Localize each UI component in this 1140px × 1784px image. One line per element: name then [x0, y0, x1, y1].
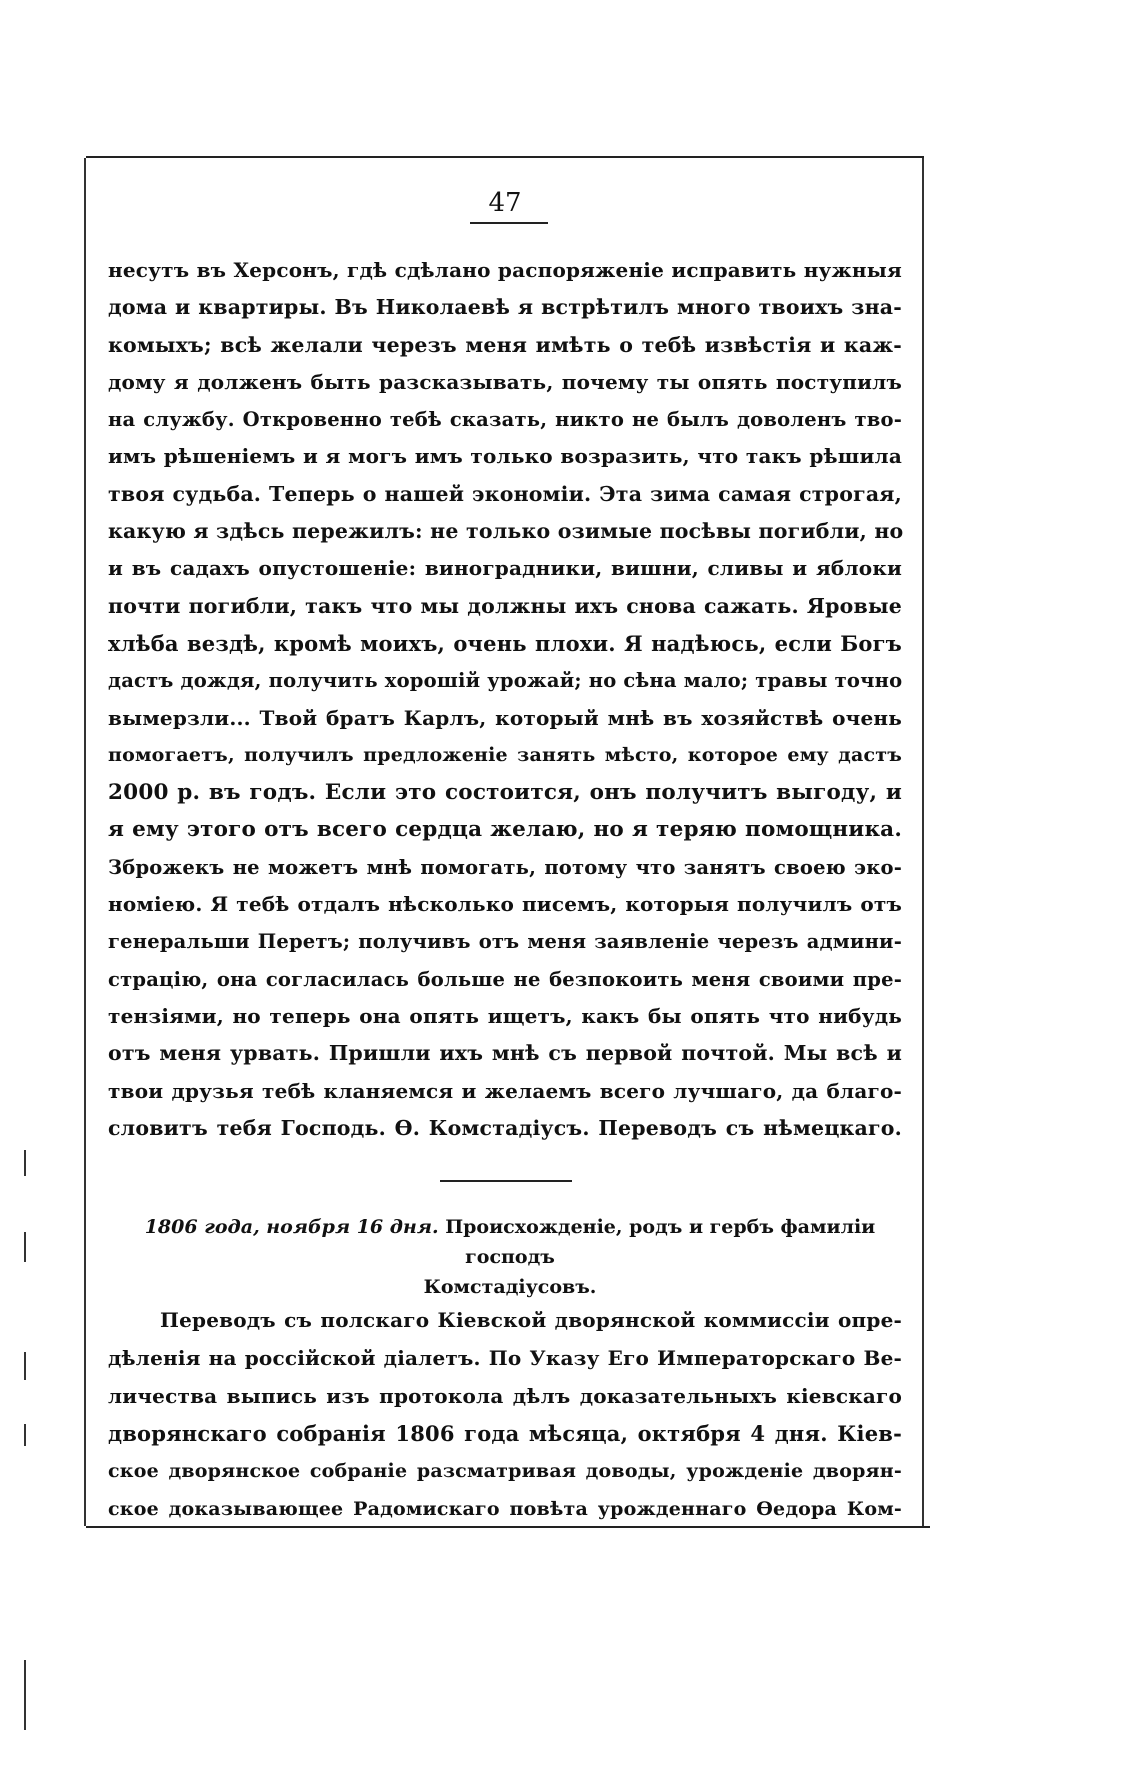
section-separator	[440, 1180, 572, 1182]
page-frame-left-rule	[84, 158, 86, 1526]
decree-text	[108, 1302, 902, 1529]
text-line: я ему этого отъ всего сердца желаю, но я теряю помощника.	[108, 817, 902, 843]
scan-margin-mark	[24, 1352, 26, 1380]
heading-title: Происхожденіе, родъ и гербъ фамиліи господъ	[445, 1216, 876, 1268]
text-line: несутъ въ Херсонъ, гдѣ сдѣлано распоряженіе исправить нужныя	[108, 258, 902, 282]
scan-margin-mark	[24, 1660, 26, 1730]
text-line: тензіями, но теперь она опять ищетъ, какъ бы опять что нибудь	[108, 1003, 902, 1028]
scan-margin-mark	[24, 1150, 26, 1176]
text-line: твоя судьба. Теперь о нашей экономіи. Эта зима самая строгая,	[108, 481, 902, 506]
text-line: дому я долженъ быть разсказывать, почему ты опять поступилъ	[108, 369, 902, 394]
text-line: словитъ тебя Господь. Ѳ. Комстадіусъ. Переводъ съ нѣмецкаго.	[108, 1115, 902, 1140]
text-line: отъ меня урвать. Пришли ихъ мнѣ съ первой почтой. Мы всѣ и	[108, 1041, 902, 1066]
page-number: 47	[488, 188, 522, 218]
text-line: дворянскаго собранія 1806 года мѣсяца, октября 4 дня. Кіев-	[108, 1421, 902, 1447]
page-number-rule	[470, 222, 548, 224]
letter-text	[108, 252, 902, 1147]
text-line: дѣленія на россійской діалетъ. По Указу Его Императорскаго Ве-	[108, 1345, 902, 1370]
text-line: хлѣба вездѣ, кромѣ моихъ, очень плохи. Я надѣюсь, если Богъ	[108, 630, 902, 656]
text-line: почти погибли, такъ что мы должны ихъ снова сажать. Яровые	[108, 593, 902, 618]
text-line: дома и квартиры. Въ Николаевѣ я встрѣтилъ много твоихъ зна-	[108, 295, 902, 320]
text-line: номіею. Я тебѣ отдалъ нѣсколько писемъ, которыя получилъ отъ	[108, 892, 902, 917]
heading-title-continued: Комстадіусовъ.	[423, 1276, 597, 1298]
text-line: ское доказывающее Радомискаго повѣта урожденнаго Ѳедора Ком-	[108, 1497, 902, 1520]
text-line: вымерзли... Твой братъ Карлъ, который мнѣ въ хозяйствѣ очень	[108, 705, 902, 730]
text-line: твои друзья тебѣ кланяемся и желаемъ всего лучшаго, да благо-	[108, 1078, 902, 1103]
scan-margin-mark	[24, 1232, 26, 1262]
text-line: страцію, она согласилась больше не безпокоить меня своими пре-	[108, 967, 902, 991]
text-line: дастъ дождя, получить хорошій урожай; но сѣна мало; травы точно	[108, 669, 903, 693]
text-line: помогаетъ, получилъ предложеніе занять мѣсто, которое ему дастъ	[108, 743, 902, 766]
text-line: генеральши Перетъ; получивъ отъ меня заявленіе черезъ админи-	[108, 930, 902, 954]
scan-margin-mark	[24, 1424, 26, 1446]
text-line: и въ садахъ опустошеніе: виноградники, вишни, сливы и яблоки	[108, 556, 902, 581]
text-line: 2000 р. въ годъ. Если это состоится, онъ получитъ выгоду, и	[108, 780, 902, 806]
heading-date: 1806 года, ноября 16 дня.	[144, 1216, 439, 1238]
section-heading	[120, 1212, 900, 1302]
text-line: Зброжекъ не можетъ мнѣ помогать, потому что занятъ своею эко-	[108, 855, 902, 879]
text-line: Переводъ съ полскаго Кіевской дворянской коммиссіи опре-	[160, 1308, 902, 1332]
text-line: какую я здѣсь пережилъ: не только озимые посѣвы погибли, но	[108, 519, 904, 544]
text-line: на службу. Откровенно тебѣ сказать, никто не былъ доволенъ тво-	[108, 408, 902, 432]
text-line: комыхъ; всѣ желали черезъ меня имѣть о тебѣ извѣстія и каж-	[108, 332, 902, 357]
text-line: ское дворянское собраніе разсматривая доводы, урожденіе дворян-	[108, 1460, 902, 1483]
text-line: имъ рѣшеніемъ и я могъ имъ только возразить, что такъ рѣшила	[108, 444, 902, 469]
page-frame-right-rule	[922, 158, 924, 1526]
page-frame-top-rule	[86, 156, 924, 158]
text-line: личества выпись изъ протокола дѣлъ доказательныхъ кіевскаго	[108, 1383, 902, 1408]
